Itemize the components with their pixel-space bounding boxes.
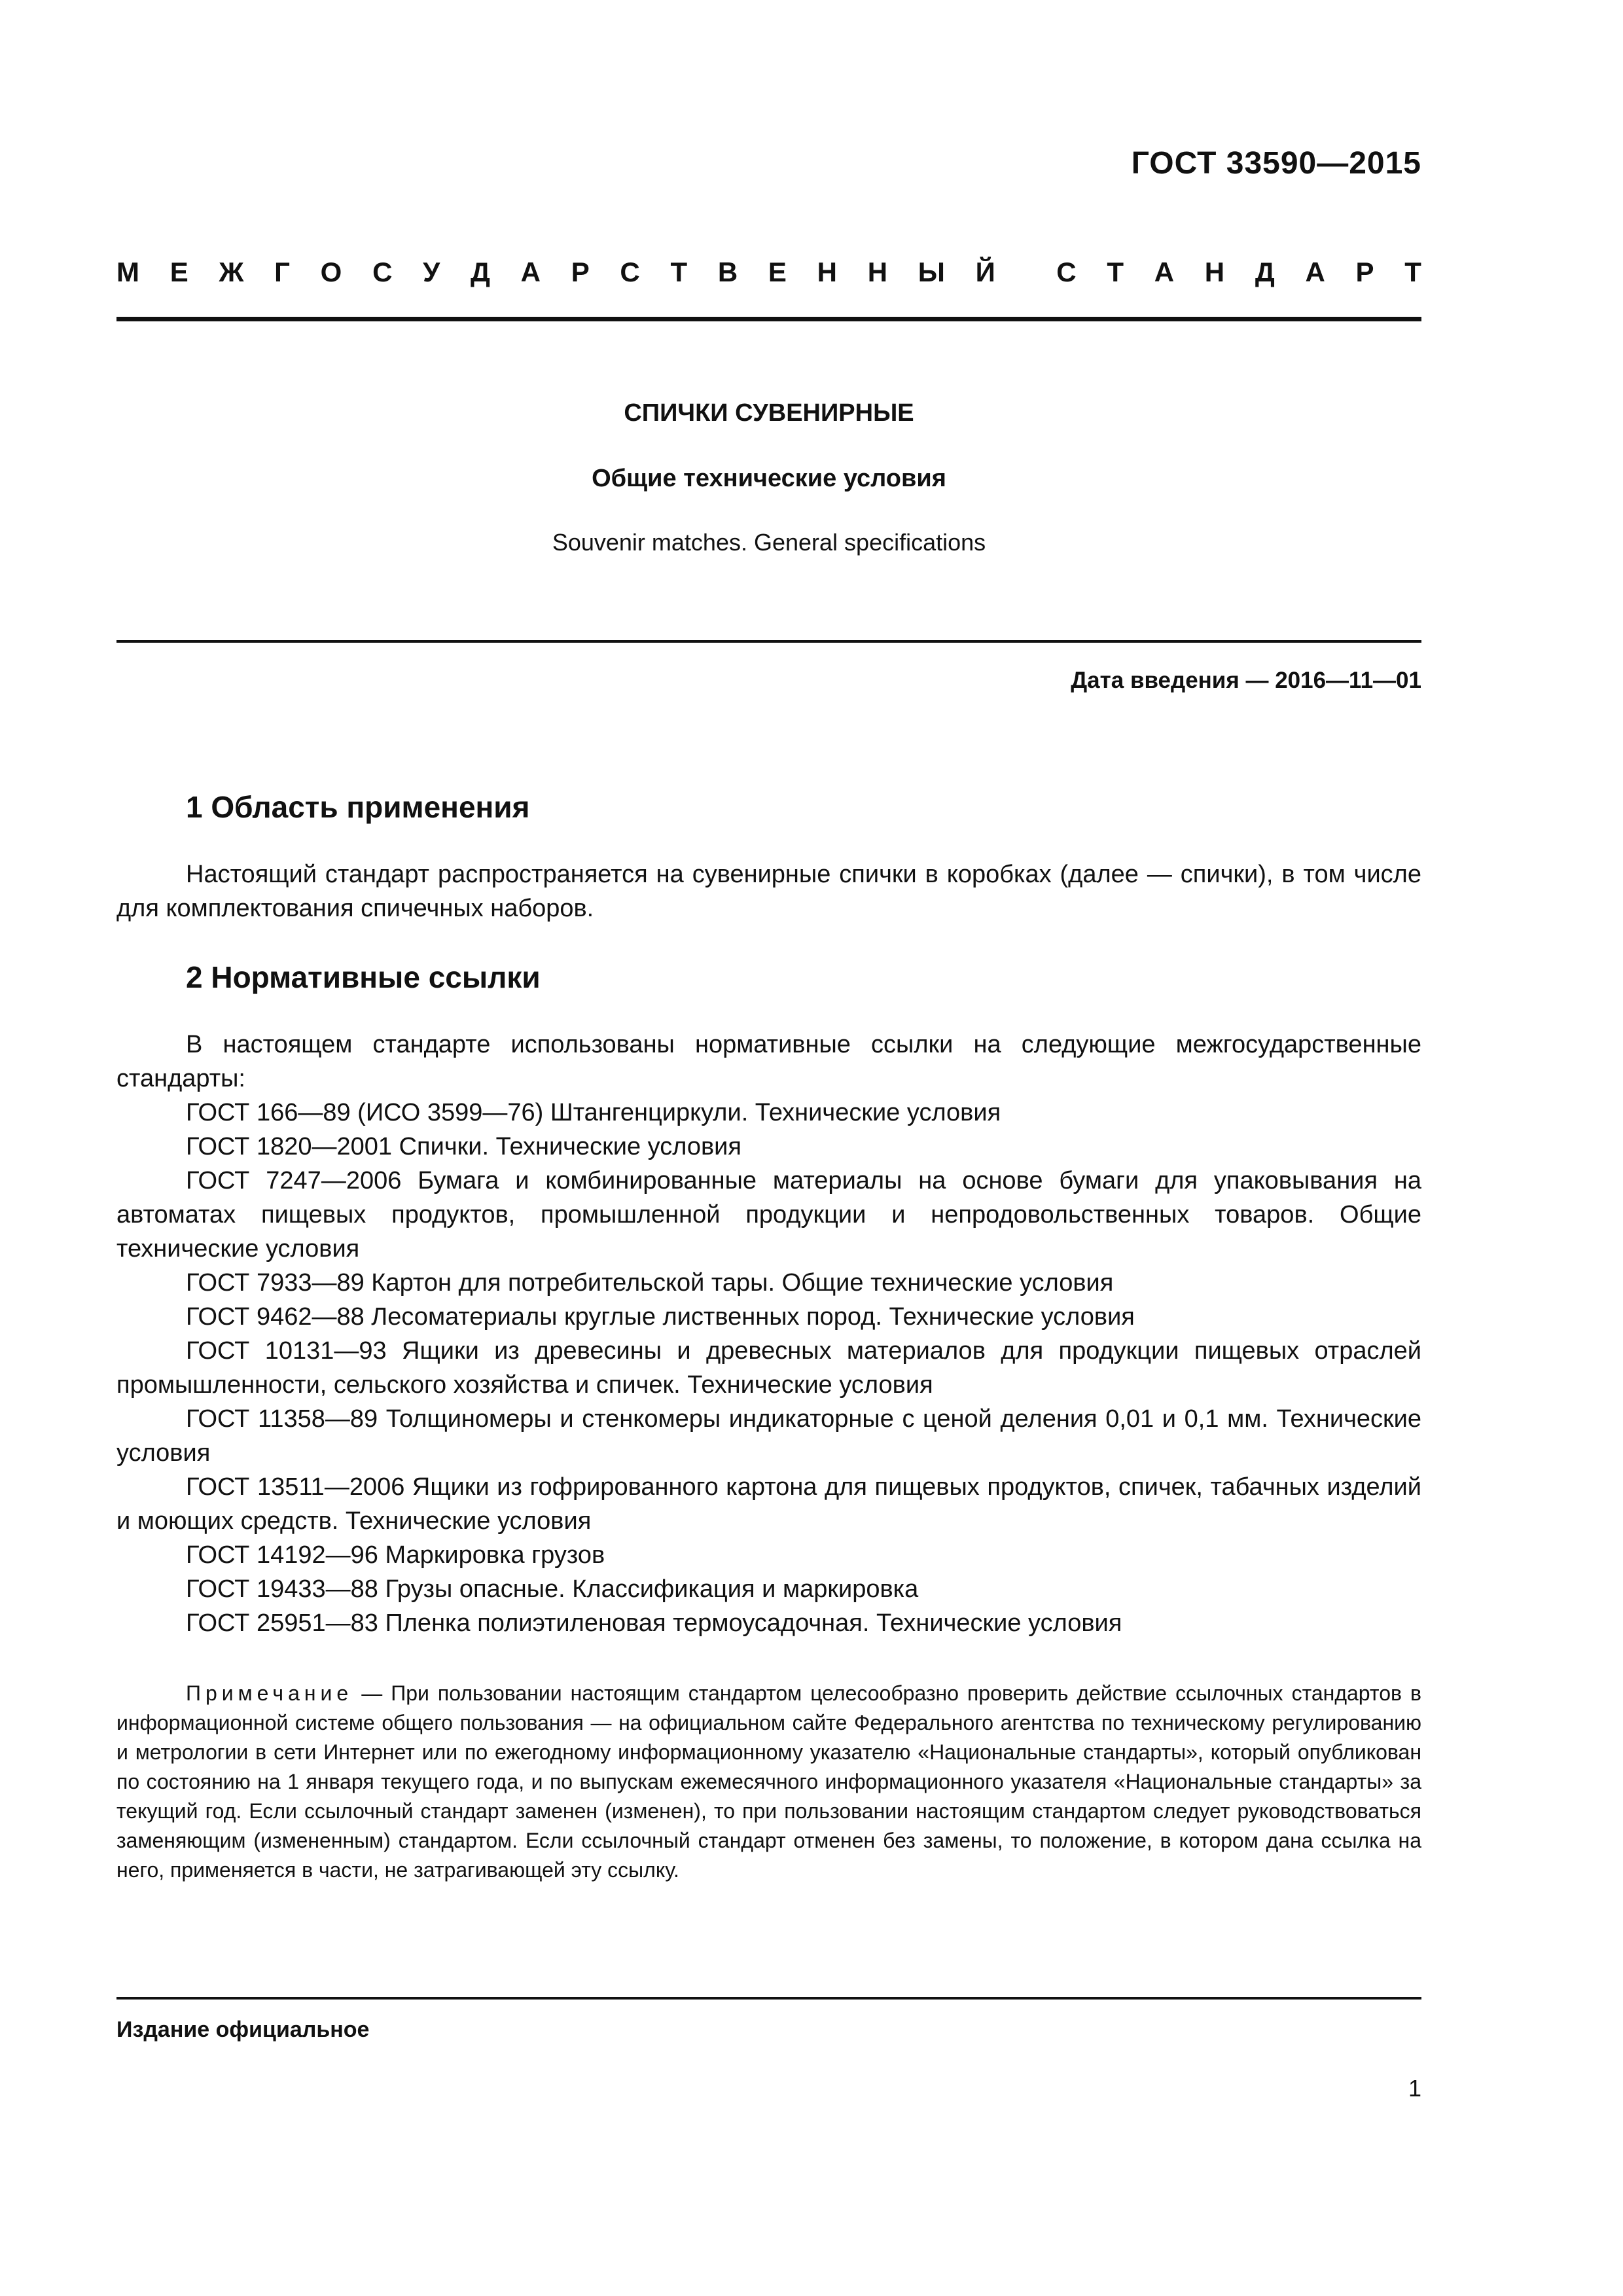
- references-note: [116, 1679, 1421, 1885]
- banner-letter: Т: [1107, 257, 1124, 287]
- banner-letter: Д: [1255, 257, 1275, 287]
- reference-item: ГОСТ 19433—88 Грузы опасные. Классификация и маркировка: [186, 1575, 919, 1603]
- reference-item: ГОСТ 10131—93 Ящики из древесины и древесных материалов для продукции пищевых отраслей промышленности, сельского хозяйства и спичек. Технические условия: [116, 1337, 1421, 1399]
- reference-item: ГОСТ 14192—96 Маркировка грузов: [186, 1541, 605, 1569]
- banner-letter: Е: [169, 257, 188, 287]
- document-subtitle: Общие технические условия: [592, 465, 946, 492]
- scope-paragraph: Настоящий стандарт распространяется на сувенирные спички в коробках (далее — спички), в том числе для комплектования спичечных наборов.: [116, 861, 1421, 922]
- banner-letter: У: [423, 257, 440, 287]
- banner-letter: Д: [470, 257, 490, 287]
- references-list: [116, 1028, 1421, 1640]
- banner-letter: С: [372, 257, 393, 287]
- banner-letter: С: [620, 257, 640, 287]
- section-heading-scope: 1 Область применения: [186, 790, 530, 824]
- edition-label: Издание официальное: [116, 2017, 370, 2042]
- document-title: СПИЧКИ СУВЕНИРНЫЕ: [624, 399, 914, 427]
- banner-letter: А: [520, 257, 541, 287]
- banner-letter: Р: [571, 257, 590, 287]
- banner-letter: А: [1154, 257, 1175, 287]
- footer-divider: [116, 1997, 1421, 2000]
- document-number: ГОСТ 33590—2015: [1131, 146, 1421, 181]
- banner-letter: Ж: [219, 257, 244, 287]
- reference-item: ГОСТ 7247—2006 Бумага и комбинированные материалы на основе бумаги для упаковывания на автоматах пищевых продуктов, промышленной продукции и непродовольственных товаров. Общие технические условия: [116, 1167, 1421, 1263]
- title-divider: [116, 640, 1421, 643]
- banner-letter: Н: [867, 257, 888, 287]
- reference-item: ГОСТ 25951—83 Пленка полиэтиленовая термоусадочная. Технические условия: [186, 1609, 1122, 1637]
- note-label: Примечание: [186, 1681, 353, 1705]
- banner-letter: Е: [768, 257, 787, 287]
- banner-letter: Т: [1404, 257, 1421, 287]
- banner-letter: Р: [1355, 257, 1374, 287]
- header-divider: [116, 317, 1421, 321]
- banner-letter: О: [320, 257, 342, 287]
- banner-letter: Г: [274, 257, 290, 287]
- banner-letter: М: [116, 257, 139, 287]
- banner-letter: Т: [670, 257, 688, 287]
- section-heading-references: 2 Нормативные ссылки: [186, 960, 541, 994]
- banner-letter: Н: [1204, 257, 1225, 287]
- banner-letter: А: [1305, 257, 1325, 287]
- document-page: [116, 0, 1421, 2296]
- banner-letter: В: [717, 257, 738, 287]
- introduction-date: Дата введения — 2016—11—01: [1071, 668, 1421, 693]
- banner-letter: С: [1056, 257, 1077, 287]
- banner-letter: Ы: [918, 257, 945, 287]
- reference-item: ГОСТ 9462—88 Лесоматериалы круглые лиственных пород. Технические условия: [186, 1303, 1135, 1331]
- standard-type-banner: [116, 257, 1421, 288]
- reference-item: ГОСТ 7933—89 Картон для потребительской тары. Общие технические условия: [186, 1269, 1114, 1297]
- note-text: — При пользовании настоящим стандартом целесообразно проверить действие ссылочных стандартов в информационной системе общего пользования — на официальном сайте Федерального агентства по техническому регулированию и метрологии в сети Интернет или по ежегодному информационному указателю «Национальные стандарты», который опубликован по состоянию на 1 января текущего года, и по выпускам ежемесячного информационного указателя «Национальные стандарты» за текущий год. Если ссылочный стандарт заменен (изменен), то при пользовании настоящим стандартом следует руководствоваться заменяющим (измененным) стандартом. Если ссылочный стандарт отменен без замены, то положение, в котором дана ссылка на него, применяется в части, не затрагивающей эту ссылку.: [116, 1681, 1421, 1882]
- banner-letter: Й: [975, 257, 995, 287]
- reference-item: ГОСТ 1820—2001 Спички. Технические условия: [186, 1133, 741, 1160]
- document-title-english: Souvenir matches. General specifications: [552, 529, 986, 556]
- reference-item: ГОСТ 13511—2006 Ящики из гофрированного картона для пищевых продуктов, спичек, табачных изделий и моющих средств. Технические условия: [116, 1473, 1421, 1535]
- page-number: 1: [1408, 2075, 1421, 2102]
- reference-item: ГОСТ 11358—89 Толщиномеры и стенкомеры индикаторные с ценой деления 0,01 и 0,1 мм. Технические условия: [116, 1405, 1421, 1467]
- reference-item: ГОСТ 166—89 (ИСО 3599—76) Штангенциркули. Технические условия: [186, 1099, 1001, 1126]
- references-lead: В настоящем стандарте использованы нормативные ссылки на следующие межгосударственные стандарты:: [116, 1031, 1421, 1092]
- banner-letter: Н: [817, 257, 837, 287]
